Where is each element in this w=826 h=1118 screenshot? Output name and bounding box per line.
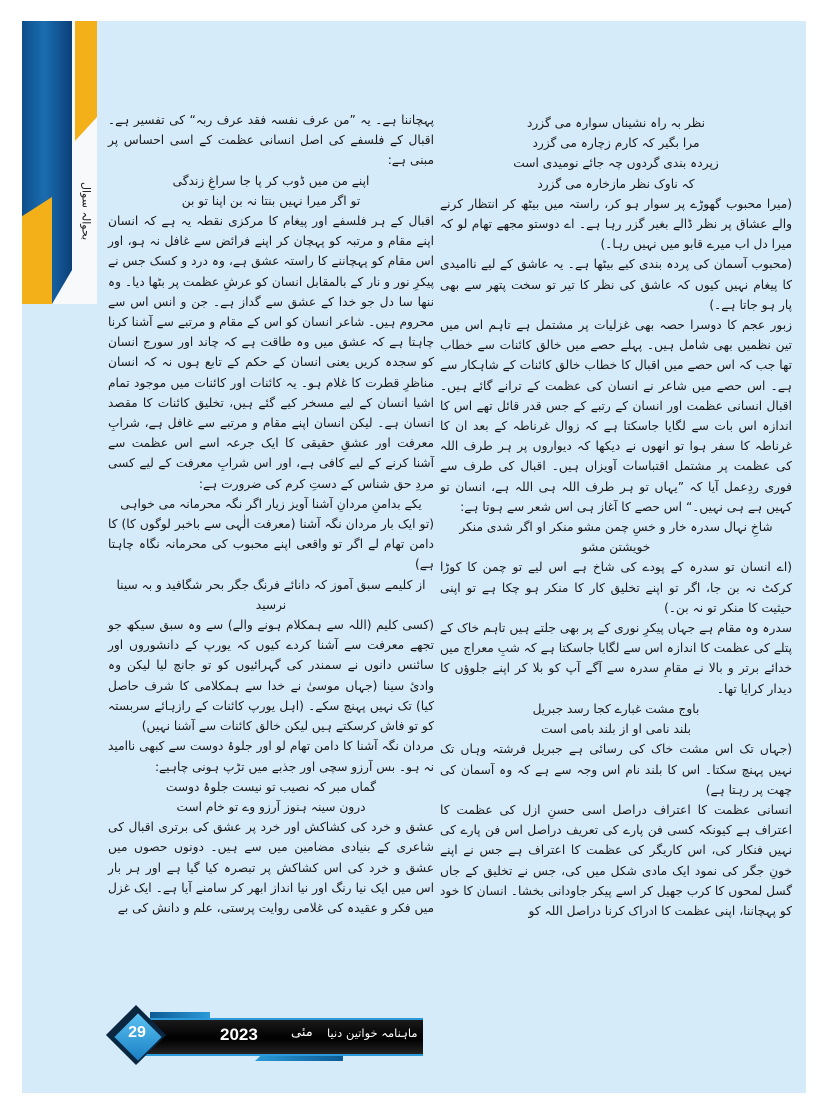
paragraph: (اے انسان تو سدرہ کے پودے کی شاخ ہے اس لیے تو چمن کا کوڑا کرکٹ نہ بن جا، اگر تو اپنے تخلیق کار کا منکر ہو چکا ہے تو اپنی حیثیت کا منکر تو نہ بن۔) bbox=[440, 560, 792, 615]
page-footer bbox=[105, 1012, 423, 1062]
verse-line: اپنے من میں ڈوب کر پا جا سراغِ زندگی bbox=[172, 173, 370, 188]
verse-line: نظر بہ راہ نشیناں سوارہ می گزرد bbox=[526, 116, 706, 130]
paragraph: (میرا محبوب گھوڑے پر سوار ہو کر، راستہ میں بیٹھ کر انتظار کرنے والے عشاق پر نظر ڈالے بغیر گزر رہا ہے۔ اے دوستو مجھے تھام لو کہ میرا دل اب میرے قابو میں نہیں رہا۔) bbox=[440, 196, 792, 252]
issue-month: مئی bbox=[291, 1025, 313, 1040]
page-number: 29 bbox=[128, 1024, 146, 1041]
verse-line: بلند نامی او از بلند بامی است bbox=[541, 722, 691, 737]
paragraph: (محبوب آسمان کی پردہ بندی کیے بیٹھا ہے۔ یہ عاشق کے لیے ناامیدی کا پیغام نہیں کیوں کہ عاشق کی نظر کا تیر تو سخت پتھر سے بھی پار ہو جاتا ہے۔) bbox=[440, 257, 792, 312]
paragraph: سدرہ وہ مقام ہے جہاں پیکرِ نوری کے پر بھی جلتے ہیں تاہم خاک کے پتلے کی عظمت کا اندازہ اس سے لگایا جاسکتا ہے کہ شبِ معراج میں خدائے برتر و بالا نے مقامِ سدرہ سے آگے آپ کو بلا کر اپنے جلوؤں کا دیدار کرایا تھا۔ bbox=[440, 621, 792, 696]
paragraph: پہچاننا ہے۔ یہ ”من عرف نفسہ فقد عرف ربہ“ کی تفسیر ہے۔ اقبال کے فلسفے کی اصل انسانی عظمت کے اسی احساس پر مبنی ہے: bbox=[108, 113, 434, 168]
verse-line: مرا بگیر کہ کارم زچارہ می گزرد bbox=[532, 136, 700, 151]
paragraph: (کسی کلیم (اللہ سے ہمکلام ہونے والے) سے وہ سبق سیکھ جو تجھے معرفت سے آشنا کردے کیوں کہ یورپ کے دانشوروں اور سائنس دانوں نے سمندر کی گہرائیوں کو تو جانچ لیا لیکن وہ وادیٔ سینا (جہاں موسیٰ نے خدا سے ہمکلامی کا شرف حاصل کیا) تک نہیں پہنچ سکے۔ (اہل یورپ کائنات کے رازہائے سربستہ کو تو فاش کرسکتے ہیں لیکن خالق کائنات سے آشنا نہیں) bbox=[108, 618, 434, 734]
verse-line: کہ ناوک نظر مازخارہ می گزرد bbox=[537, 176, 695, 191]
left-text-column bbox=[108, 110, 434, 918]
verse-line: زپردہ بندی گردوں چہ جائے نومیدی است bbox=[513, 156, 719, 171]
footer-underline-accent bbox=[255, 1056, 343, 1061]
paragraph: عشق و خرد کی کشاکش اور خرد پر عشق کی برتری اقبال کی شاعری کے بنیادی مضامین میں سے ہیں۔ دونوں حصوں میں عشق و خرد کی اس کشاکش پر تبصرہ کیا گیا ہے اور ہر بار اس میں ایک نیا رنگ اور نیا انداز ابھر کر سامنے آیا ہے۔ ایک غزل میں فکر و عقیدہ کی غلامی روایت پرستی، علم و دانش کی بے bbox=[108, 820, 434, 915]
verse-line: شاخِ نہال سدرہ خار و خسِ چمن مشو منکر او اگر شدی منکر خویشتن مشو bbox=[459, 520, 773, 555]
section-label: بحوالہ سوال bbox=[79, 181, 93, 241]
issue-year: 2023 bbox=[220, 1025, 258, 1044]
paragraph: زبور عجم کا دوسرا حصہ بھی غزلیات پر مشتمل ہے تاہم اس میں تین نظمیں بھی شامل ہیں۔ پہلے حصے میں خالق کائنات سے خطاب تھا جب کہ اس حصے میں اقبال کا خطاب خالق کائنات کے شاہکار سے ہے۔ اس حصے میں شاعر نے انسان کی عظمت کے ترانے گائے ہیں۔ اقبال انسانی عظمت اور انسان کے رتبے کے جس قدر قائل تھے اس کا اندازہ اس بات سے لگایا جاسکتا ہے کہ زوال غرناطہ کے بعد ان کا غرناطہ کا سفر ہوا تو انھوں نے دیکھا کہ دیواروں پر ہر طرف اللہ کی عظمت پر مشتمل اقتباسات آویزاں ہیں۔ اقبال کی طرف سے فوری ردِعمل آیا کہ ”یہاں تو ہر طرف اللہ ہی اللہ ہے، انسان تو کہیں ہے ہی نہیں۔“ اس حصے کا آغاز ہی اس شعر سے ہوتا ہے: bbox=[440, 318, 792, 514]
verse-line: باوج مشت غبارے کجا رسد جبریل bbox=[532, 701, 700, 716]
verse-line: از کلیمے سبق آموز کہ دانائے فرنگ جگر بحر شگافید و بہ سینا نرسید bbox=[116, 577, 426, 612]
verse-line: گماں مبر کہ نصیب تو نیست جلوۂ دوست bbox=[165, 779, 377, 794]
paragraph: انسانی عظمت کا اعتراف دراصل اسی حسنِ ازل کی عظمت کا اعتراف ہے کیونکہ کسی فن پارے کی تعریف دراصل اس فن پارے کی نہیں فنکار کی، اس کاریگر کی عظمت کا اعتراف ہے جس نے اپنے خونِ جگر کی نمود ایک مادی شکل میں کی، جس نے تخلیق کے جاں گسل لمحوں کا کرب جھیل کر اسے پیکر جاودانی بخشا۔ انسان کا خود کو پہچاننا، اپنی عظمت کا ادراک کرنا دراصل اللہ کو bbox=[440, 802, 792, 918]
verse-line: تو اگر میرا نہیں بنتا نہ بن اپنا تو بن bbox=[181, 193, 361, 208]
verse-line: درون سینہ ہنوز آرزو وے تو خام است bbox=[176, 799, 366, 814]
paragraph: مردان نگہ آشنا کا دامن تھام لو اور جلوۂ دوست سے کبھی ناامید نہ ہو۔ بس آرزو سچی اور جذبے میں تڑپ ہونی چاہیے: bbox=[108, 739, 434, 774]
paragraph: اقبال کے ہر فلسفے اور پیغام کا مرکزی نقطہ یہ ہے کہ انسان اپنے مقام و مرتبہ کو پہچان کر اپنے فرائض سے غافل نہ ہو، اور اس مقام کو پہچاننے کا راستہ عشق ہے، وہ درد و کسک جس نے پیکرِ نور و نار کے بالمقابل انسان کو عرشِ عظمت پر بٹھا دیا۔ وہ ننھا سا دل جو خدا کے عشق سے گداز ہے۔ جن و انس اس سے محروم ہیں۔ شاعر انسان کو اس کے مقام و مرتبے سے آشنا کرنا چاہتا ہے کہ عشق میں وہ طاقت ہے کہ چاند اور سورج انسان کو سجدہ کریں یعنی انسان کے حکم کے تابع ہوں نہ کہ انسان مناظرِ قطرت کا غلام ہو۔ یہ کائنات اور کائنات میں موجود تمام اشیا انسان کے لیے مسخر کیے گئے ہیں، تخلیق کائنات کا مقصد انسان ہے۔ لیکن انسان اپنے مقام و مرتبے سے غافل ہے، شرابِ معرفت اور عشقِ حقیقی کا ایک جرعہ اسے اس عظمت سے آشنا کرنے کے لیے کافی ہے، اور اس شرابِ معرفت کے لیے کسی مردِ حق شناس کے دستِ کرم کی ضرورت ہے: bbox=[108, 214, 434, 491]
paragraph: (تو ایک بار مردان نگہ آشنا (معرفت الٰہی سے باخبر لوگوں کا) کا دامن تھام لے اگر تو واقعی اپنے محبوب کی محرمانہ نگاہ چاہتا ہے) bbox=[108, 517, 434, 572]
verse-line: یکے بدامنِ مردانِ آشنا آویز زیار اگر نگہ محرمانہ می خواہی bbox=[120, 496, 422, 511]
magazine-name: ماہنامہ خواتین دنیا bbox=[327, 1026, 418, 1040]
paragraph: (جہاں تک اس مشت خاک کی رسائی ہے جبریل فرشتہ وہاں تک نہیں پہنچ سکتا۔ اس کا بلند نام اس وجہ سے ہے کہ وہ آسمان کی چھت پر رہتا ہے) bbox=[440, 742, 792, 797]
section-ribbon bbox=[22, 21, 97, 304]
right-text-column bbox=[440, 113, 792, 921]
